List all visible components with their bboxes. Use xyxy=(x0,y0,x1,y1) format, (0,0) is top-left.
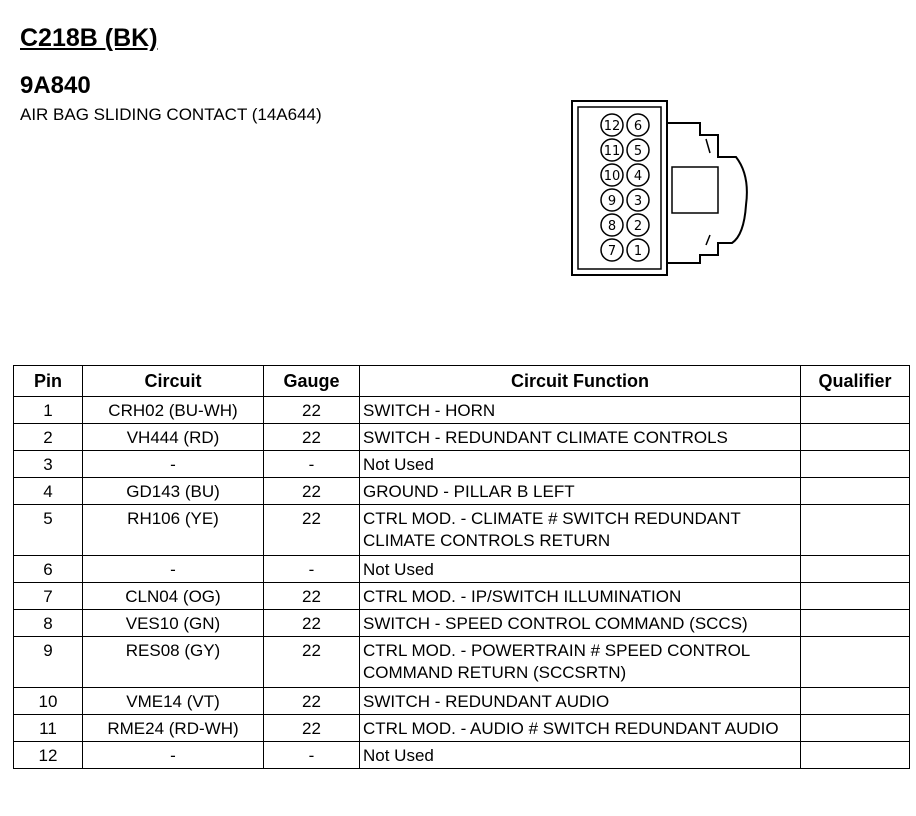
circuit-cell: RES08 (GY) xyxy=(83,637,264,688)
pin-label-7: 7 xyxy=(607,244,617,259)
pin-label-9: 9 xyxy=(607,194,617,209)
header-pin: Pin xyxy=(14,366,83,397)
table-row xyxy=(14,478,910,505)
pin-cell: 10 xyxy=(14,688,83,715)
pin-cell: 11 xyxy=(14,715,83,742)
circuit-function-cell: SWITCH - REDUNDANT CLIMATE CONTROLS xyxy=(360,424,801,451)
connector-title: C218B (BK) xyxy=(20,24,158,52)
pin-label-12: 12 xyxy=(603,119,621,134)
qualifier-cell xyxy=(801,478,910,505)
pin-label-1: 1 xyxy=(633,244,643,259)
circuit-function-cell: GROUND - PILLAR B LEFT xyxy=(360,478,801,505)
table-row xyxy=(14,637,910,688)
pin-label-5: 5 xyxy=(633,144,643,159)
circuit-cell: - xyxy=(83,742,264,769)
gauge-cell: 22 xyxy=(264,688,360,715)
gauge-cell: 22 xyxy=(264,478,360,505)
table-row xyxy=(14,583,910,610)
gauge-cell: 22 xyxy=(264,397,360,424)
header-gauge: Gauge xyxy=(264,366,360,397)
circuit-cell: VES10 (GN) xyxy=(83,610,264,637)
gauge-cell: - xyxy=(264,742,360,769)
pin-cell: 2 xyxy=(14,424,83,451)
table-row xyxy=(14,397,910,424)
circuit-cell: VH444 (RD) xyxy=(83,424,264,451)
gauge-cell: 22 xyxy=(264,715,360,742)
gauge-cell: - xyxy=(264,556,360,583)
circuit-cell: - xyxy=(83,556,264,583)
qualifier-cell xyxy=(801,715,910,742)
gauge-cell: 22 xyxy=(264,505,360,556)
qualifier-cell xyxy=(801,556,910,583)
circuit-function-cell: SWITCH - SPEED CONTROL COMMAND (SCCS) xyxy=(360,610,801,637)
pin-label-11: 11 xyxy=(603,144,621,159)
gauge-cell: 22 xyxy=(264,610,360,637)
circuit-cell: - xyxy=(83,451,264,478)
circuit-function-cell: CTRL MOD. - AUDIO # SWITCH REDUNDANT AUDIO xyxy=(360,715,801,742)
pin-cell: 9 xyxy=(14,637,83,688)
qualifier-cell xyxy=(801,424,910,451)
circuit-cell: RH106 (YE) xyxy=(83,505,264,556)
gauge-cell: - xyxy=(264,451,360,478)
table-row xyxy=(14,715,910,742)
pin-label-3: 3 xyxy=(633,194,643,209)
circuit-cell: RME24 (RD-WH) xyxy=(83,715,264,742)
connector-face-diagram xyxy=(560,95,760,285)
gauge-cell: 22 xyxy=(264,583,360,610)
pin-label-8: 8 xyxy=(607,219,617,234)
circuit-function-cell: CTRL MOD. - IP/SWITCH ILLUMINATION xyxy=(360,583,801,610)
pin-cell: 8 xyxy=(14,610,83,637)
gauge-cell: 22 xyxy=(264,637,360,688)
circuit-cell: CRH02 (BU-WH) xyxy=(83,397,264,424)
table-row xyxy=(14,610,910,637)
circuit-function-cell: Not Used xyxy=(360,742,801,769)
pin-cell: 3 xyxy=(14,451,83,478)
pin-cell: 4 xyxy=(14,478,83,505)
pin-cell: 7 xyxy=(14,583,83,610)
circuit-cell: VME14 (VT) xyxy=(83,688,264,715)
circuit-cell: GD143 (BU) xyxy=(83,478,264,505)
qualifier-cell xyxy=(801,610,910,637)
pin-table xyxy=(13,365,910,769)
table-row xyxy=(14,424,910,451)
qualifier-cell xyxy=(801,451,910,478)
circuit-function-cell: CTRL MOD. - POWERTRAIN # SPEED CONTROL COMMAND RETURN (SCCSRTN) xyxy=(360,637,801,688)
table-row xyxy=(14,556,910,583)
circuit-function-cell: Not Used xyxy=(360,556,801,583)
pin-cell: 5 xyxy=(14,505,83,556)
table-row xyxy=(14,742,910,769)
circuit-function-cell: SWITCH - REDUNDANT AUDIO xyxy=(360,688,801,715)
header-qualifier: Qualifier xyxy=(801,366,910,397)
pin-cell: 12 xyxy=(14,742,83,769)
circuit-cell: CLN04 (OG) xyxy=(83,583,264,610)
header-circuit: Circuit xyxy=(83,366,264,397)
qualifier-cell xyxy=(801,583,910,610)
qualifier-cell xyxy=(801,742,910,769)
table-row xyxy=(14,688,910,715)
table-row xyxy=(14,505,910,556)
pin-label-4: 4 xyxy=(633,169,643,184)
gauge-cell: 22 xyxy=(264,424,360,451)
qualifier-cell xyxy=(801,688,910,715)
part-number: 9A840 xyxy=(20,72,91,99)
part-description: AIR BAG SLIDING CONTACT (14A644) xyxy=(20,105,322,124)
pin-cell: 1 xyxy=(14,397,83,424)
circuit-function-cell: CTRL MOD. - CLIMATE # SWITCH REDUNDANT CLIMATE CONTROLS RETURN xyxy=(360,505,801,556)
table-row xyxy=(14,451,910,478)
circuit-function-cell: SWITCH - HORN xyxy=(360,397,801,424)
qualifier-cell xyxy=(801,397,910,424)
pin-label-6: 6 xyxy=(633,119,643,134)
qualifier-cell xyxy=(801,637,910,688)
qualifier-cell xyxy=(801,505,910,556)
circuit-function-cell: Not Used xyxy=(360,451,801,478)
pin-label-2: 2 xyxy=(633,219,643,234)
pin-label-10: 10 xyxy=(603,169,621,184)
table-header-row xyxy=(14,366,910,397)
header-circuit-function: Circuit Function xyxy=(360,366,801,397)
pin-cell: 6 xyxy=(14,556,83,583)
